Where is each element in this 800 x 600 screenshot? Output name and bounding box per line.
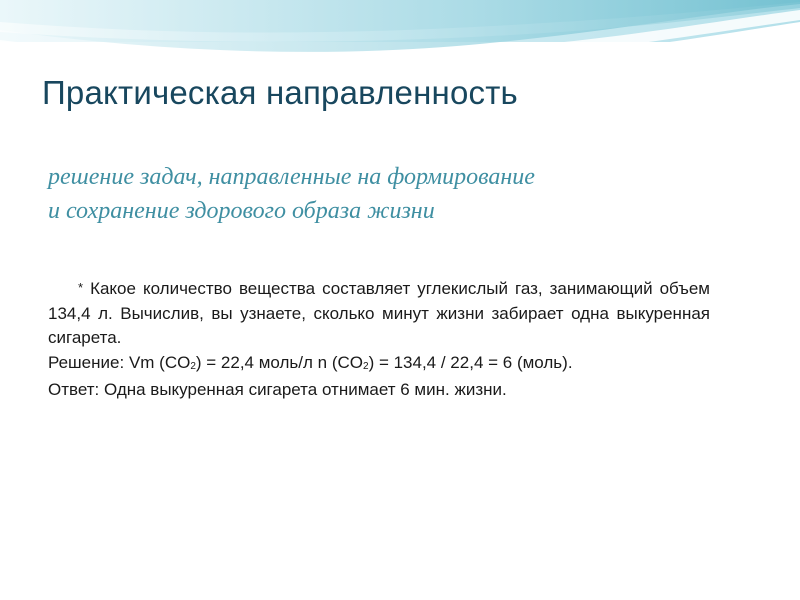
task-text: Какое количество вещества составляет углекислый газ, занимающий объем 134,4 л. Вычислив, вы узнаете, сколько минут жизни забирает одна выкуренная сигарета. bbox=[48, 279, 710, 347]
subtitle bbox=[48, 160, 768, 228]
answer-line: Ответ: Одна выкуренная сигарета отнимает 6 мин. жизни. bbox=[48, 380, 507, 399]
solution-formula bbox=[129, 353, 573, 372]
slide-body bbox=[48, 276, 710, 403]
subtitle-line: и сохранение здорового образа жизни bbox=[48, 198, 435, 224]
subtitle-line: решение задач, направленные на формирование bbox=[48, 164, 535, 190]
formula-subscript: 2 bbox=[190, 360, 196, 372]
formula-part: Vm (CO bbox=[128, 352, 191, 372]
task-paragraph bbox=[48, 276, 710, 351]
formula-part: ) = 134,4 / 22,4 = 6 (моль). bbox=[368, 352, 573, 372]
bullet-asterisk: * bbox=[78, 280, 84, 295]
formula-part: ) = 22,4 моль/л n (CO bbox=[195, 352, 363, 372]
solution-label: Решение: bbox=[48, 352, 125, 372]
solution-line bbox=[48, 351, 710, 379]
slide-title: Практическая направленность bbox=[42, 74, 518, 111]
header-wave-decoration bbox=[0, 0, 800, 80]
formula-subscript: 2 bbox=[363, 360, 369, 372]
